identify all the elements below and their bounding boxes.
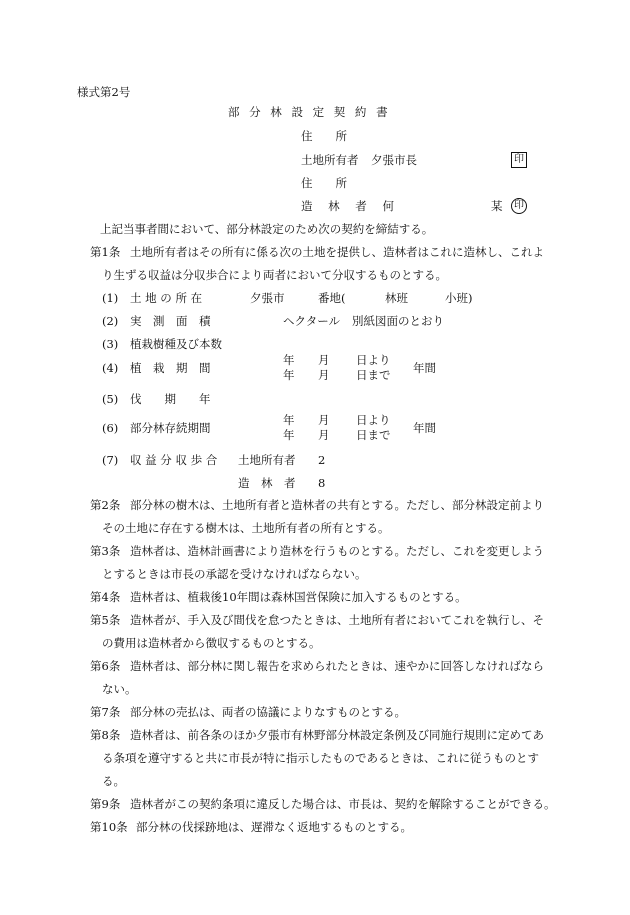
land-owner-value: 夕張市長 xyxy=(371,153,417,167)
article-1-head: 第1条 xyxy=(90,245,121,259)
item-4-year-1: 年 xyxy=(283,353,295,367)
article-9-line-1: 造林者がこの契約条項に違反した場合は、市長は、契約を解除することができる。 xyxy=(130,797,556,811)
item-7-planter-ratio: 8 xyxy=(318,476,326,490)
seal-mark-1 xyxy=(511,152,527,168)
article-3-head: 第3条 xyxy=(90,544,121,558)
item-6-month-1: 月 xyxy=(318,413,330,427)
item-2-number: (2) xyxy=(102,314,119,328)
item-1-lot: 番地( xyxy=(318,291,346,305)
item-1-sub-block: 小班) xyxy=(445,291,473,305)
item-6-year-1: 年 xyxy=(283,413,295,427)
item-6-span: 年間 xyxy=(413,421,436,435)
article-3-line-2: とするときは市長の承認を受けなければならない。 xyxy=(102,567,367,581)
article-8-line-1: 造林者は、前各条のほか夕張市有林野部分林設定条例及び同施行規則に定めてあ xyxy=(130,728,544,742)
planter-name: 某 xyxy=(491,199,503,213)
article-5-line-2: の費用は造林者から徴収するものとする。 xyxy=(102,636,321,650)
article-10-head: 第10条 xyxy=(90,820,128,834)
seal-mark-2 xyxy=(511,198,527,214)
seal-1-text: 印 xyxy=(511,152,527,168)
form-number: 様式第2号 xyxy=(77,85,131,99)
article-6-head: 第6条 xyxy=(90,659,121,673)
article-4-line-1: 造林者は、植栽後10年間は森林国営保険に加入するものとする。 xyxy=(130,590,467,604)
item-6-label: 部分林存続期間 xyxy=(130,421,211,435)
article-7-line-1: 部分林の売払は、両者の協議によりなすものとする。 xyxy=(130,705,406,719)
item-2-label: 実 測 面 積 xyxy=(130,314,211,328)
article-8-head: 第8条 xyxy=(90,728,121,742)
article-5-head: 第5条 xyxy=(90,613,121,627)
address-label-2: 住 所 xyxy=(301,176,347,190)
item-6-day-2: 日まで xyxy=(356,428,391,442)
item-6-year-2: 年 xyxy=(283,428,295,442)
item-1-number: (1) xyxy=(102,291,119,305)
item-7-owner-ratio: 2 xyxy=(318,453,326,467)
article-10-line-1: 部分林の伐採跡地は、遅滞なく返地するものとする。 xyxy=(136,820,412,834)
land-owner-label: 土地所有者 xyxy=(301,153,359,167)
article-6-line-1: 造林者は、部分林に関し報告を求められたときは、速やかに回答しなければなら xyxy=(130,659,544,673)
item-4-month-1: 月 xyxy=(318,353,330,367)
intro-text: 上記当事者間において、部分林設定のため次の契約を締結する。 xyxy=(100,222,434,236)
item-4-label: 植 栽 期 間 xyxy=(130,361,211,375)
article-4-head: 第4条 xyxy=(90,590,121,604)
article-5-line-1: 造林者が、手入及び間伐を怠つたときは、土地所有者においてこれを執行し、そ xyxy=(130,613,544,627)
article-2-line-1: 部分林の樹木は、土地所有者と造林者の共有とする。ただし、部分林設定前より xyxy=(130,498,544,512)
article-2-line-2: その土地に存在する樹木は、土地所有者の所有とする。 xyxy=(102,521,390,535)
item-4-year-2: 年 xyxy=(283,368,295,382)
item-7-planter-label: 造 林 者 xyxy=(238,476,296,490)
item-4-number: (4) xyxy=(102,361,119,375)
item-2-unit: ヘクタール xyxy=(283,314,341,328)
item-3-label: 植栽樹種及び本数 xyxy=(130,337,222,351)
address-label-1: 住 所 xyxy=(301,129,347,143)
article-7-head: 第7条 xyxy=(90,705,121,719)
item-4-month-2: 月 xyxy=(318,368,330,382)
seal-2-text: 印 xyxy=(511,198,527,214)
item-5-label: 伐 期 年 xyxy=(130,392,211,406)
item-7-owner-label: 土地所有者 xyxy=(238,453,296,467)
article-8-line-3: る。 xyxy=(102,774,125,788)
item-6-month-2: 月 xyxy=(318,428,330,442)
item-1-forest-block: 林班 xyxy=(385,291,408,305)
article-3-line-1: 造林者は、造林計画書により造林を行うものとする。ただし、これを変更しよう xyxy=(130,544,544,558)
item-4-day-2: 日まで xyxy=(356,368,391,382)
item-1-label: 土 地 の 所 在 xyxy=(130,291,203,305)
article-9-head: 第9条 xyxy=(90,797,121,811)
article-1-line-2: り生ずる収益は分収歩合により両者において分収するものとする。 xyxy=(102,268,447,282)
article-1-line-1: 土地所有者はその所有に係る次の土地を提供し、造林者はこれに造林し、これよ xyxy=(130,245,544,259)
item-1-city: 夕張市 xyxy=(250,291,285,305)
document-title: 部 分 林 設 定 契 約 書 xyxy=(228,105,391,119)
article-8-line-2: る条項を遵守すると共に市長が特に指示したものであるときは、これに従うものとす xyxy=(102,751,539,765)
item-4-day-1: 日より xyxy=(356,353,391,367)
item-5-number: (5) xyxy=(102,392,119,406)
item-6-day-1: 日より xyxy=(356,413,391,427)
article-2-head: 第2条 xyxy=(90,498,121,512)
article-6-line-2: ない。 xyxy=(102,682,137,696)
planter-label: 造 林 者 何 xyxy=(301,199,400,213)
item-3-number: (3) xyxy=(102,337,119,351)
item-7-number: (7) xyxy=(102,453,119,467)
item-2-note: 別紙図面のとおり xyxy=(352,314,444,328)
item-4-span: 年間 xyxy=(413,361,436,375)
item-6-number: (6) xyxy=(102,421,119,435)
item-7-label: 収 益 分 収 歩 合 xyxy=(130,453,218,467)
